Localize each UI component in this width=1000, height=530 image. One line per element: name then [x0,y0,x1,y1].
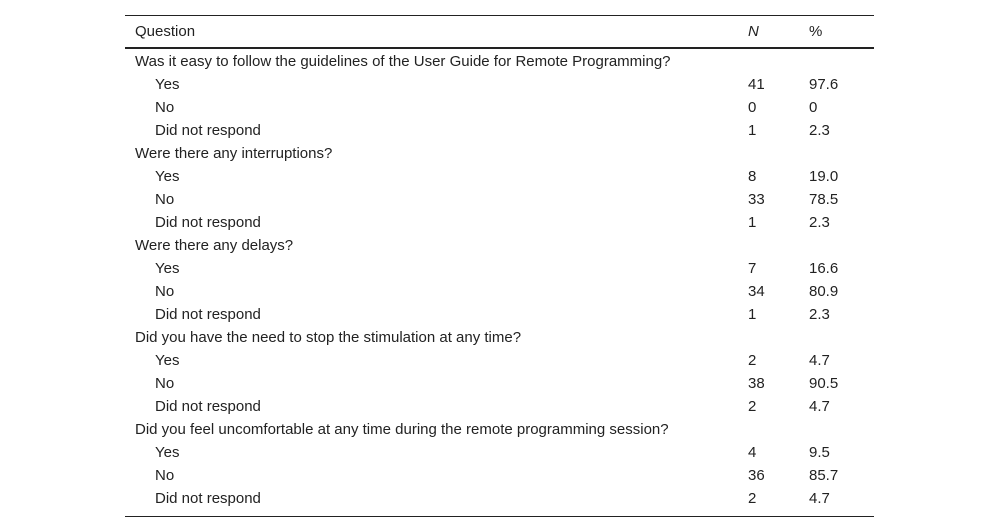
answer-percent: 90.5 [809,375,839,392]
answer-label: No [155,99,175,116]
answer-n: 34 [748,283,765,300]
answer-label: Did not respond [155,214,261,231]
question-text: Were there any interruptions? [135,145,333,162]
question-row [125,48,874,73]
question-text: Was it easy to follow the guidelines of the User Guide for Remote Programming? [135,53,671,70]
answer-label: Yes [155,260,180,277]
answer-n: 1 [748,214,757,231]
answer-n: 33 [748,191,765,208]
answer-percent: 0 [809,99,818,116]
answer-percent: 85.7 [809,467,839,484]
answer-row [125,395,874,418]
answer-row [125,188,874,211]
header-percent: % [799,16,874,49]
answer-label: Yes [155,76,180,93]
answer-row [125,441,874,464]
answer-n: 1 [748,306,757,323]
answer-row [125,257,874,280]
question-row [125,418,874,441]
answer-row [125,211,874,234]
question-row [125,326,874,349]
answer-percent: 2.3 [809,214,830,231]
header-n: N [738,16,799,49]
answer-percent: 16.6 [809,260,839,277]
answer-label: No [155,283,175,300]
answer-row [125,96,874,119]
answer-percent: 80.9 [809,283,839,300]
header-question: Question [125,16,738,49]
answer-row [125,464,874,487]
table-body [125,48,874,517]
answer-label: No [155,191,175,208]
answer-n: 2 [748,398,757,415]
answer-percent: 97.6 [809,76,839,93]
answer-n: 7 [748,260,757,277]
answer-row [125,119,874,142]
answer-label: Did not respond [155,306,261,323]
answer-n: 38 [748,375,765,392]
answer-row [125,349,874,372]
answer-n: 8 [748,168,757,185]
answer-label: Did not respond [155,122,261,139]
answer-row [125,73,874,96]
answer-label: Did not respond [155,398,261,415]
answer-percent: 4.7 [809,352,830,369]
survey-results-table-container [125,15,874,517]
answer-n: 2 [748,352,757,369]
question-text: Did you feel uncomfortable at any time during the remote programming session? [135,421,669,438]
answer-percent: 4.7 [809,398,830,415]
question-text: Did you have the need to stop the stimulation at any time? [135,329,522,346]
answer-label: No [155,375,175,392]
answer-n: 4 [748,444,757,461]
answer-label: Yes [155,352,180,369]
answer-percent: 2.3 [809,306,830,323]
answer-percent: 19.0 [809,168,839,185]
question-row [125,234,874,257]
question-row [125,142,874,165]
question-text: Were there any delays? [135,237,294,254]
answer-percent: 9.5 [809,444,830,461]
answer-row [125,372,874,395]
answer-row [125,303,874,326]
answer-percent: 4.7 [799,487,874,517]
survey-results-table [125,15,874,517]
answer-label: Did not respond [125,487,738,517]
answer-n: 0 [748,99,757,116]
answer-n: 36 [748,467,765,484]
answer-n: 1 [748,122,757,139]
answer-n: 2 [738,487,799,517]
answer-row [125,280,874,303]
answer-row [125,165,874,188]
answer-percent: 2.3 [809,122,830,139]
answer-n: 41 [748,76,765,93]
answer-row [125,487,874,517]
answer-label: Yes [155,168,180,185]
table-header [125,16,874,49]
answer-label: No [155,467,175,484]
answer-percent: 78.5 [809,191,839,208]
answer-label: Yes [155,444,180,461]
header-row [125,16,874,49]
